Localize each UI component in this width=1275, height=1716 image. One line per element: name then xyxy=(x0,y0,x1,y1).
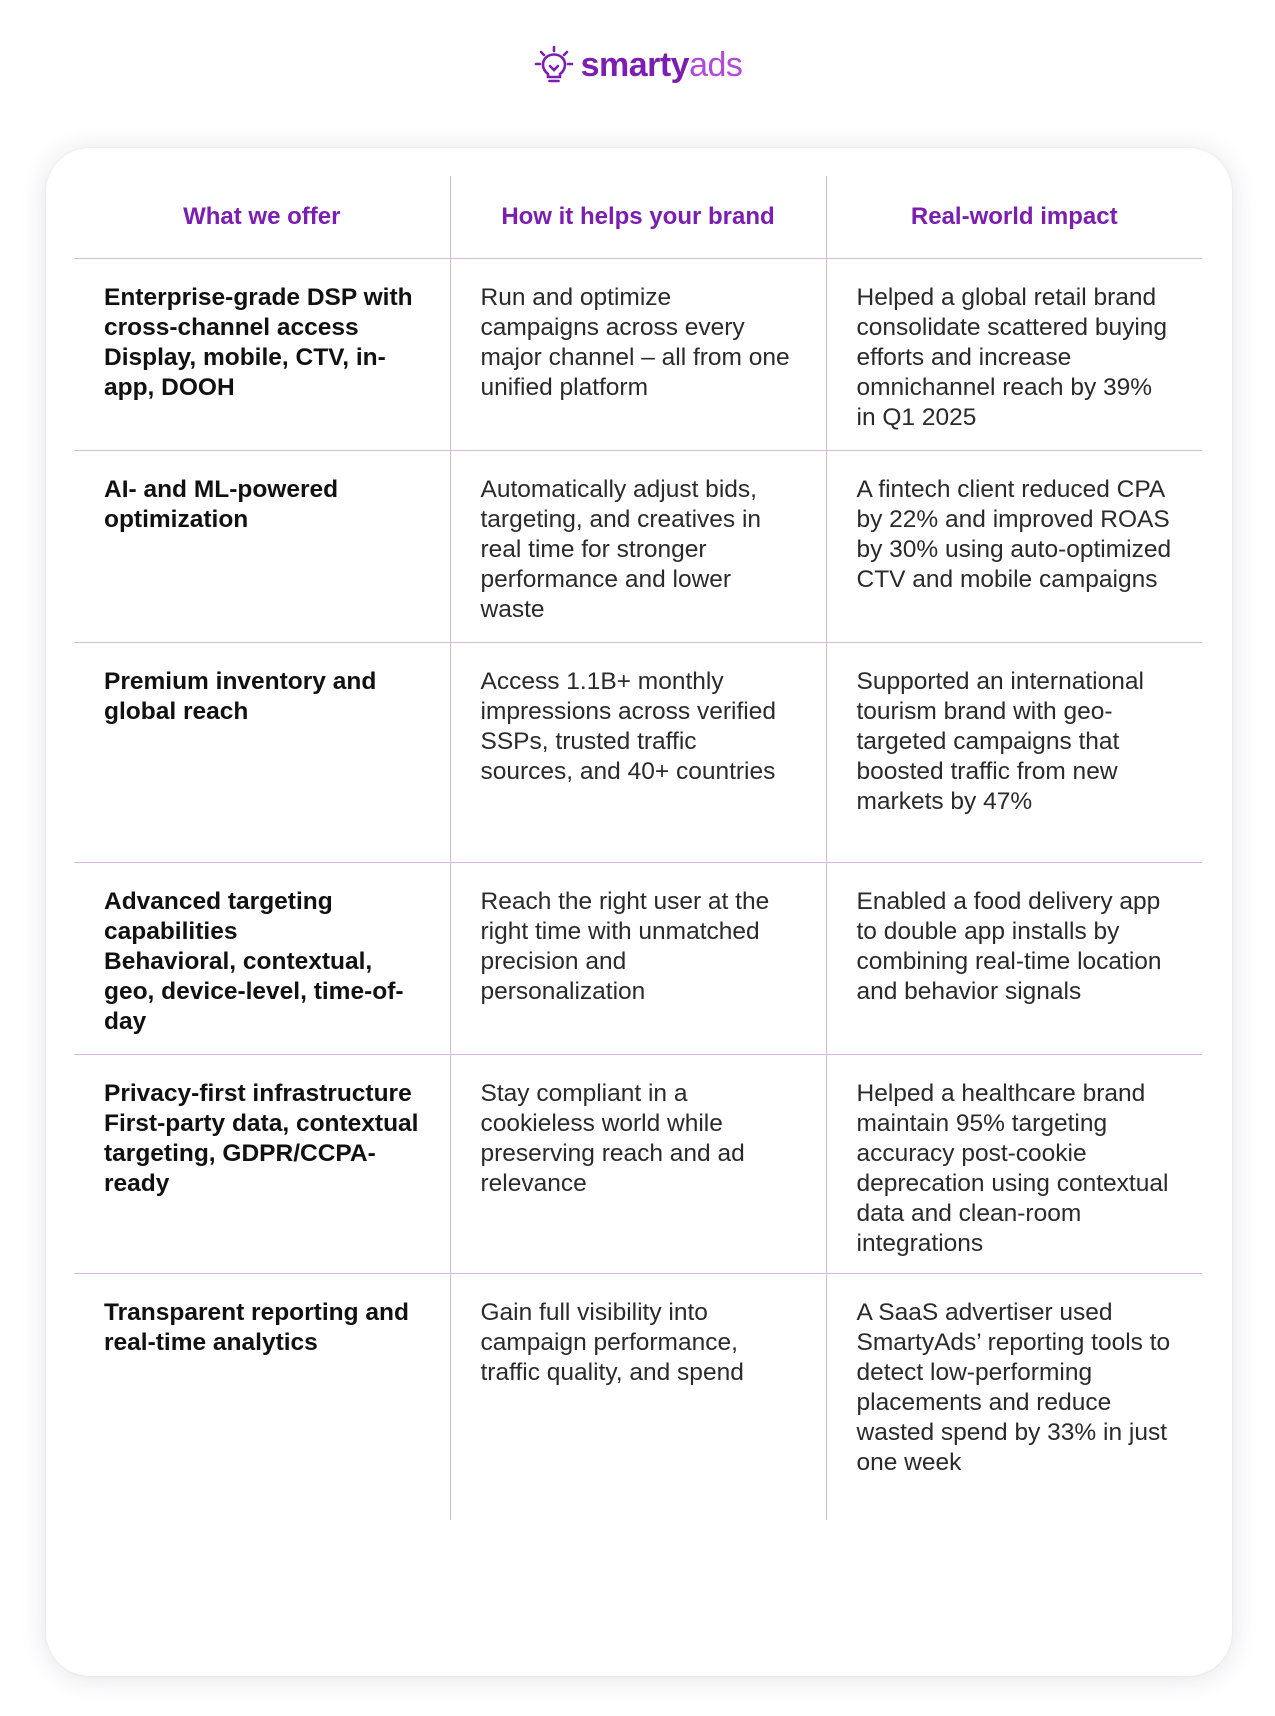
offer-details: Display, mobile, CTV, in-app, DOOH xyxy=(104,344,386,401)
offer-title: Enterprise-grade DSP with cross-channel access xyxy=(104,284,413,341)
offer-cell xyxy=(74,259,450,451)
offer-cell xyxy=(74,1055,450,1274)
offer-title: AI- and ML-powered optimization xyxy=(104,476,339,533)
table-row xyxy=(74,863,1202,1055)
column-header-impact: Real-world impact xyxy=(826,176,1202,259)
impact-cell: A fintech client reduced CPA by 22% and improved ROAS by 30% using auto-optimized CTV and mobile campaigns xyxy=(826,451,1202,643)
table-row xyxy=(74,1055,1202,1274)
table-row xyxy=(74,259,1202,451)
table-header-row xyxy=(74,176,1202,259)
brand-name-accent: ads xyxy=(689,46,743,84)
impact-cell: Helped a healthcare brand maintain 95% targeting accuracy post-cookie deprecation using contextual data and clean-room integrations xyxy=(826,1055,1202,1274)
table-row xyxy=(74,643,1202,863)
help-cell: Run and optimize campaigns across every major channel – all from one unified platform xyxy=(450,259,826,451)
offer-card xyxy=(46,148,1232,1676)
offer-details: Behavioral, contextual, geo, device-level, time-of-day xyxy=(104,948,404,1035)
offer-details: First-party data, contextual targeting, GDPR/CCPA-ready xyxy=(104,1110,419,1197)
offer-table xyxy=(74,176,1202,1520)
help-cell: Stay compliant in a cookieless world while preserving reach and ad relevance xyxy=(450,1055,826,1274)
lightbulb-icon xyxy=(533,44,575,86)
impact-cell: A SaaS advertiser used SmartyAds’ reporting tools to detect low-performing placements and reduce wasted spend by 33% in just one week xyxy=(826,1274,1202,1520)
impact-cell: Supported an international tourism brand with geo-targeted campaigns that boosted traffic from new markets by 47% xyxy=(826,643,1202,863)
offer-cell xyxy=(74,643,450,863)
offer-title: Privacy-first infrastructure xyxy=(104,1080,412,1107)
brand-logo xyxy=(0,44,1275,86)
help-cell: Access 1.1B+ monthly impressions across verified SSPs, trusted traffic sources, and 40+ countries xyxy=(450,643,826,863)
offer-cell xyxy=(74,863,450,1055)
offer-cell xyxy=(74,1274,450,1520)
table-row xyxy=(74,451,1202,643)
help-cell: Reach the right user at the right time with unmatched precision and personalization xyxy=(450,863,826,1055)
impact-cell: Helped a global retail brand consolidate scattered buying efforts and increase omnichannel reach by 39% in Q1 2025 xyxy=(826,259,1202,451)
brand-name-main: smarty xyxy=(580,46,690,84)
help-cell: Gain full visibility into campaign performance, traffic quality, and spend xyxy=(450,1274,826,1520)
offer-title: Transparent reporting and real-time analytics xyxy=(104,1299,409,1356)
impact-cell: Enabled a food delivery app to double app installs by combining real-time location and behavior signals xyxy=(826,863,1202,1055)
offer-title: Advanced targeting capabilities xyxy=(104,888,333,945)
column-header-offer: What we offer xyxy=(74,176,450,259)
column-header-help: How it helps your brand xyxy=(450,176,826,259)
table-row xyxy=(74,1274,1202,1520)
offer-title: Premium inventory and global reach xyxy=(104,668,377,725)
brand-wordmark xyxy=(581,48,743,82)
offer-cell xyxy=(74,451,450,643)
help-cell: Automatically adjust bids, targeting, and creatives in real time for stronger performance and lower waste xyxy=(450,451,826,643)
